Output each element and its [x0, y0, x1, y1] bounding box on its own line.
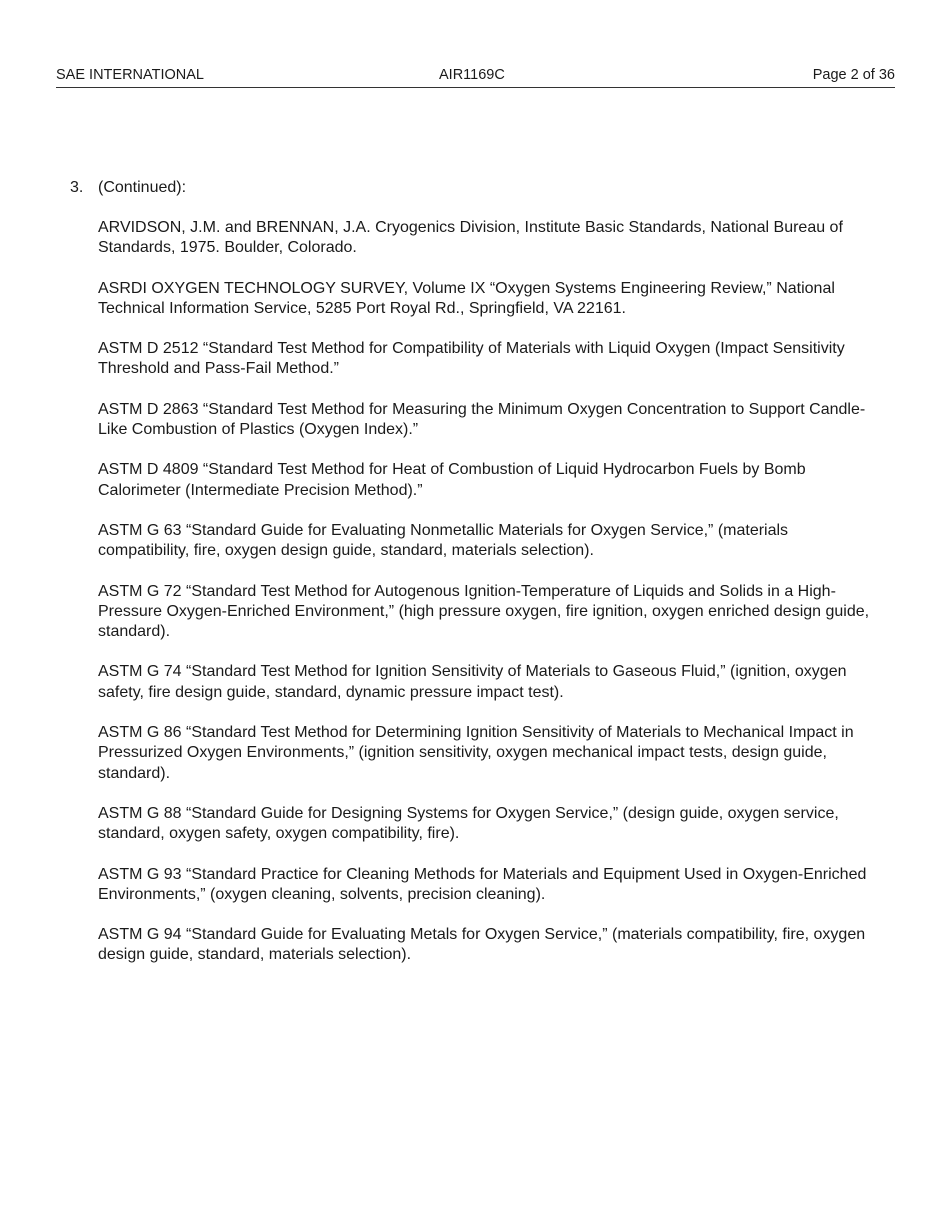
page-header: [56, 66, 895, 88]
reference-entry: ASTM G 93 “Standard Practice for Cleaning Methods for Materials and Equipment Used in Oxygen-Enriched Environments,” (oxygen cleaning, solvents, precision cleaning).: [98, 865, 867, 903]
reference-entry: ASTM G 74 “Standard Test Method for Ignition Sensitivity of Materials to Gaseous Fluid,” (ignition, oxygen safety, fire design guide, standard, dynamic pressure impact test).: [98, 663, 847, 701]
section-title: (Continued):: [98, 179, 187, 196]
reference-entry: ASTM G 94 “Standard Guide for Evaluating Metals for Oxygen Service,” (materials compatibility, fire, oxygen design guide, standard, materials selection).: [98, 926, 866, 964]
section-heading: [70, 178, 186, 198]
reference-entry: ASTM G 88 “Standard Guide for Designing Systems for Oxygen Service,” (design guide, oxygen service, standard, oxygen safety, oxygen compatibility, fire).: [98, 804, 839, 843]
header-organization: SAE INTERNATIONAL: [56, 67, 204, 83]
reference-entry: ASTM D 2863 “Standard Test Method for Measuring the Minimum Oxygen Concentration to Support Candle-Like Combustion of Plastics (Oxygen Index).”: [98, 400, 866, 439]
reference-entry: ASTM G 72 “Standard Test Method for Autogenous Ignition-Temperature of Liquids and Solids in a High-Pressure Oxygen-Enriched Environment,” (high pressure oxygen, fire ignition, oxygen enriched design guide, standard).: [98, 582, 870, 641]
header-page-number: Page 2 of 36: [812, 67, 895, 83]
reference-entry: ASTM D 4809 “Standard Test Method for Heat of Combustion of Liquid Hydrocarbon Fuels by Bomb Calorimeter (Intermediate Precision Method).”: [98, 461, 806, 499]
reference-entry: ARVIDSON, J.M. and BRENNAN, J.A. Cryogenics Division, Institute Basic Standards, National Bureau of Standards, 1975. Boulder, Colorado.: [98, 219, 843, 257]
reference-list: [98, 218, 873, 986]
reference-entry: ASRDI OXYGEN TECHNOLOGY SURVEY, Volume IX “Oxygen Systems Engineering Review,” National Technical Information Service, 5285 Port Royal Rd., Springfield, VA 22161.: [98, 279, 835, 317]
reference-entry: ASTM G 86 “Standard Test Method for Determining Ignition Sensitivity of Materials to Mechanical Impact in Pressurized Oxygen Environments,” (ignition sensitivity, oxygen mechanical impact tests, design guide, standard).: [98, 724, 854, 782]
header-document-id: AIR1169C: [439, 67, 505, 83]
section-number: 3.: [70, 179, 84, 196]
reference-entry: ASTM G 63 “Standard Guide for Evaluating Nonmetallic Materials for Oxygen Service,” (materials compatibility, fire, oxygen design guide, standard, materials selection).: [98, 521, 789, 560]
reference-entry: ASTM D 2512 “Standard Test Method for Compatibility of Materials with Liquid Oxygen (Impact Sensitivity Threshold and Pass-Fail Method.”: [98, 340, 845, 378]
